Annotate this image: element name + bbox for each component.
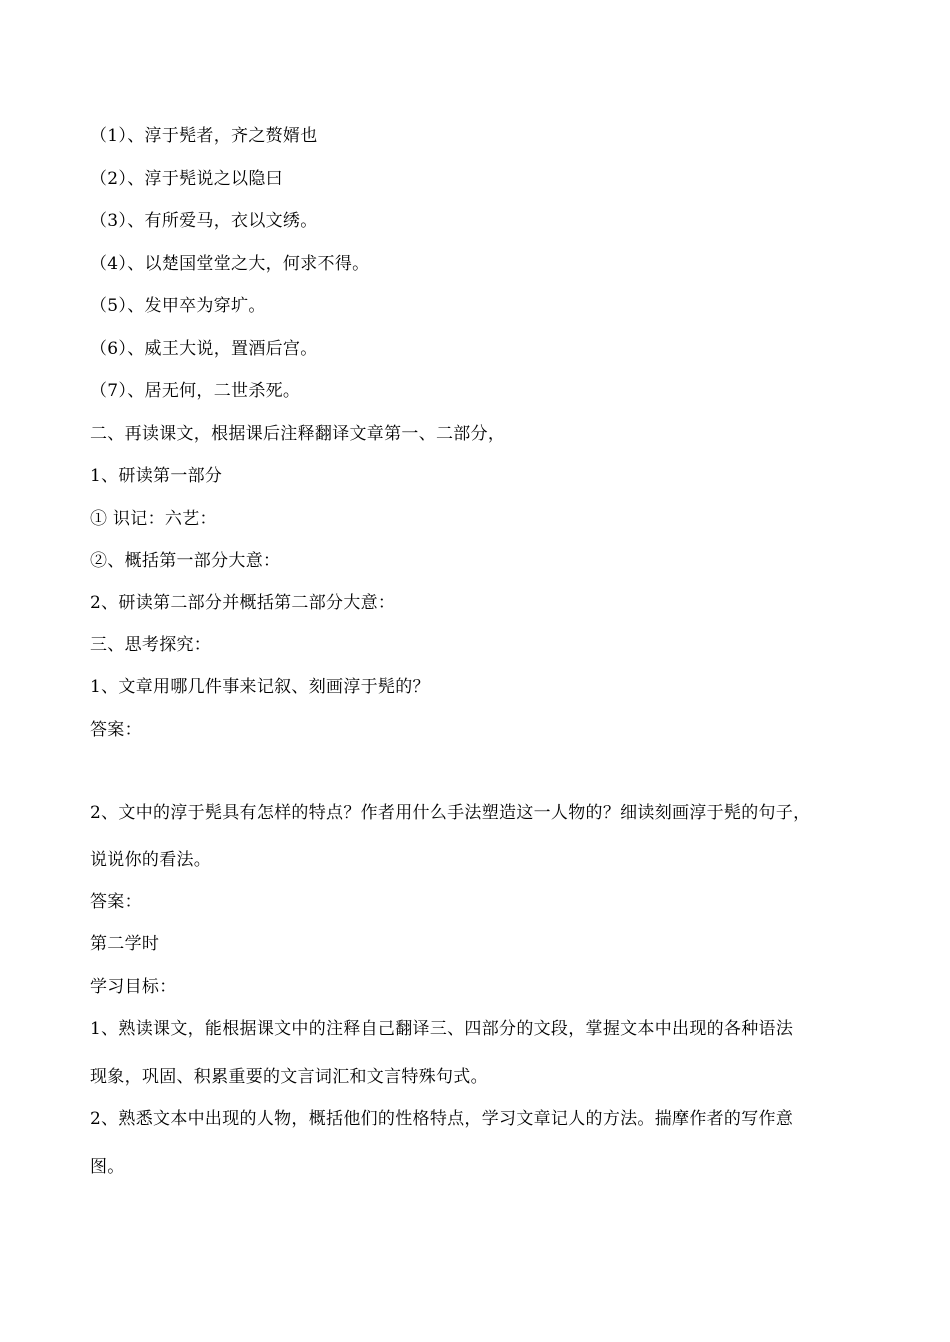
section2-item-2: 2、研读第二部分并概括第二部分大意： xyxy=(90,593,396,613)
section2-item-1: 1、研读第一部分 xyxy=(90,466,223,486)
question-2-line-1: 2、文中的淳于髡具有怎样的特点？作者用什么手法塑造这一人物的？细读刻画淳于髡的句子， xyxy=(90,803,811,823)
vocab-item-5: （5）、发甲卒为穿圹。 xyxy=(90,296,266,316)
section3-heading: 三、思考探究： xyxy=(90,635,212,655)
objective-1-line-2: 现象，巩固、积累重要的文言词汇和文言特殊句式。 xyxy=(90,1067,488,1087)
section2-heading: 二、再读课文，根据课后注释翻译文章第一、二部分， xyxy=(90,424,506,444)
vocab-item-2: （2）、淳于髡说之以隐曰 xyxy=(90,169,283,189)
vocab-item-6: （6）、威王大说，置酒后宫。 xyxy=(90,339,318,359)
question-1-answer: 答案： xyxy=(90,720,142,740)
vocab-item-1: （1）、淳于髡者，齐之赘婿也 xyxy=(90,126,318,146)
vocab-item-7: （7）、居无何，二世杀死。 xyxy=(90,381,301,401)
objective-2-line-2: 图。 xyxy=(90,1157,125,1177)
objective-2-line-1: 2、熟悉文本中出现的人物，概括他们的性格特点，学习文章记人的方法。揣摩作者的写作意 xyxy=(90,1109,794,1129)
lesson-2-title: 第二学时 xyxy=(90,934,160,954)
vocab-item-4: （4）、以楚国堂堂之大，何求不得。 xyxy=(90,254,370,274)
vocab-item-3: （3）、有所爱马，衣以文绣。 xyxy=(90,211,318,231)
section2-item-1b: ②、概括第一部分大意： xyxy=(90,551,281,571)
section2-item-1a: ① 识记：六艺： xyxy=(90,509,217,529)
question-2-line-2: 说说你的看法。 xyxy=(90,850,212,870)
objectives-heading: 学习目标： xyxy=(90,977,177,997)
question-2-answer: 答案： xyxy=(90,892,142,912)
objective-1-line-1: 1、熟读课文，能根据课文中的注释自己翻译三、四部分的文段，掌握文本中出现的各种语法 xyxy=(90,1019,794,1039)
question-1: 1、文章用哪几件事来记叙、刻画淳于髡的？ xyxy=(90,677,430,697)
